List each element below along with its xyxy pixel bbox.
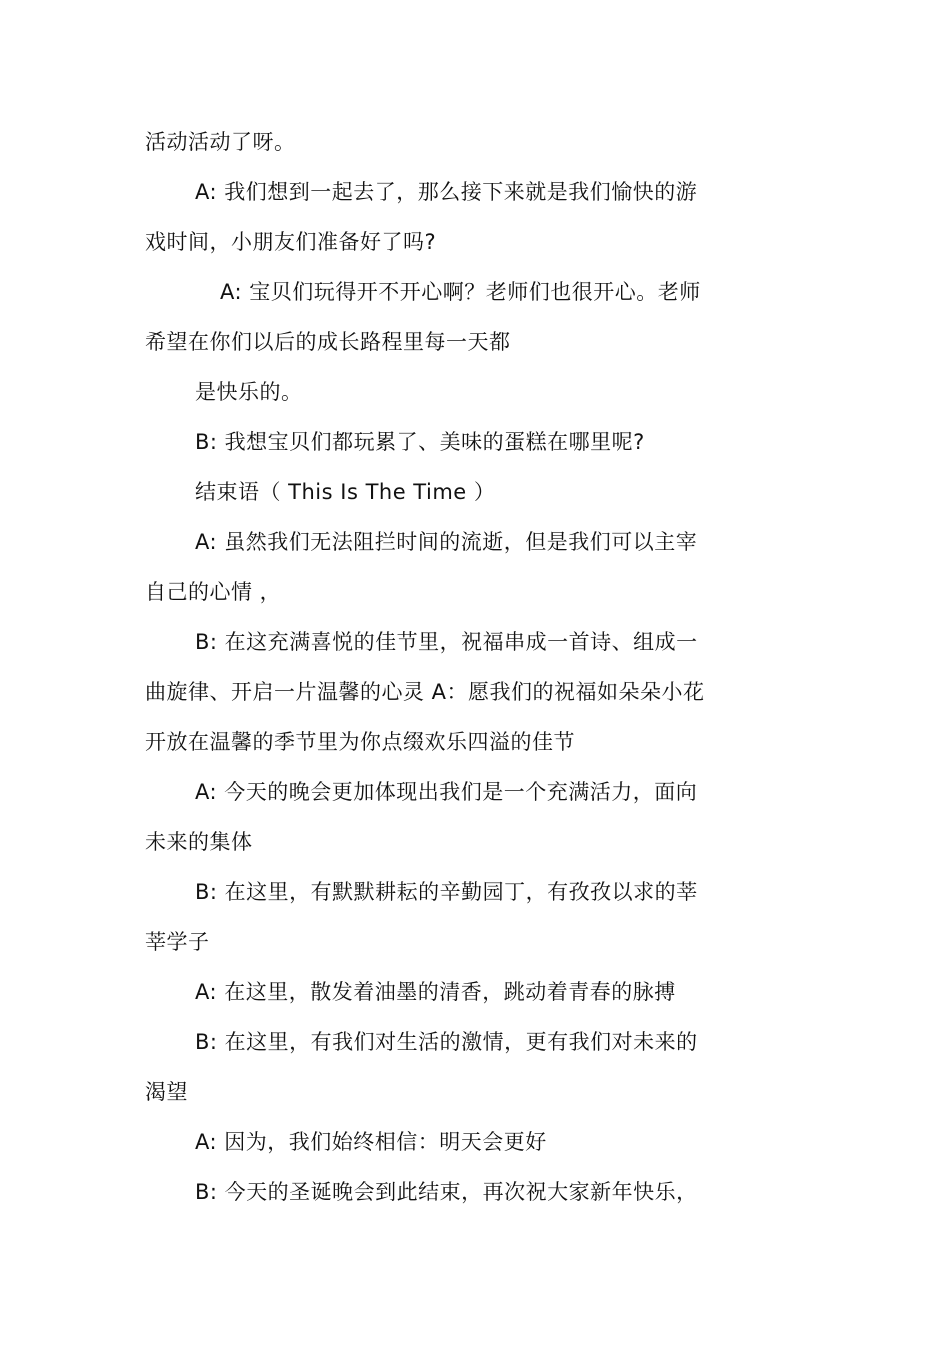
text-line: 活动活动了呀。 (145, 130, 296, 154)
text-line: A: 宝贝们玩得开不开心啊？老师们也很开心。老师 (220, 280, 701, 304)
text-line: A: 因为，我们始终相信：明天会更好 (195, 1130, 547, 1154)
text-line: 未来的集体 (145, 830, 253, 854)
text-line: 渴望 (145, 1080, 188, 1104)
text-line: B: 今天的圣诞晚会到此结束，再次祝大家新年快乐， (195, 1180, 698, 1204)
text-line: A: 我们想到一起去了，那么接下来就是我们愉快的游 (195, 180, 698, 204)
text-line: B: 在这里，有我们对生活的激情，更有我们对未来的 (195, 1030, 698, 1054)
text-line: 戏时间，小朋友们准备好了吗? (145, 230, 437, 254)
section-heading: 结束语（ This Is The Time ） (195, 480, 496, 504)
text-line: 自己的心情 ， (145, 580, 282, 604)
text-line: A: 虽然我们无法阻拦时间的流逝，但是我们可以主宰 (195, 530, 698, 554)
text-line: 是快乐的。 (195, 380, 303, 404)
text-line: B: 在这充满喜悦的佳节里，祝福串成一首诗、组成一 (195, 630, 698, 654)
text-line: 希望在你们以后的成长路程里每一天都 (145, 330, 511, 354)
text-line: 曲旋律、开启一片温馨的心灵 A：愿我们的祝福如朵朵小花 (145, 680, 705, 704)
text-line: 开放在温馨的季节里为你点缀欢乐四溢的佳节 (145, 730, 575, 754)
text-line: B: 在这里，有默默耕耘的辛勤园丁，有孜孜以求的莘 (195, 880, 698, 904)
text-line: 莘学子 (145, 930, 210, 954)
text-line: A: 今天的晚会更加体现出我们是一个充满活力，面向 (195, 780, 698, 804)
text-line: A: 在这里，散发着油墨的清香，跳动着青春的脉搏 (195, 980, 676, 1004)
text-line: B: 我想宝贝们都玩累了、美味的蛋糕在哪里呢? (195, 430, 645, 454)
